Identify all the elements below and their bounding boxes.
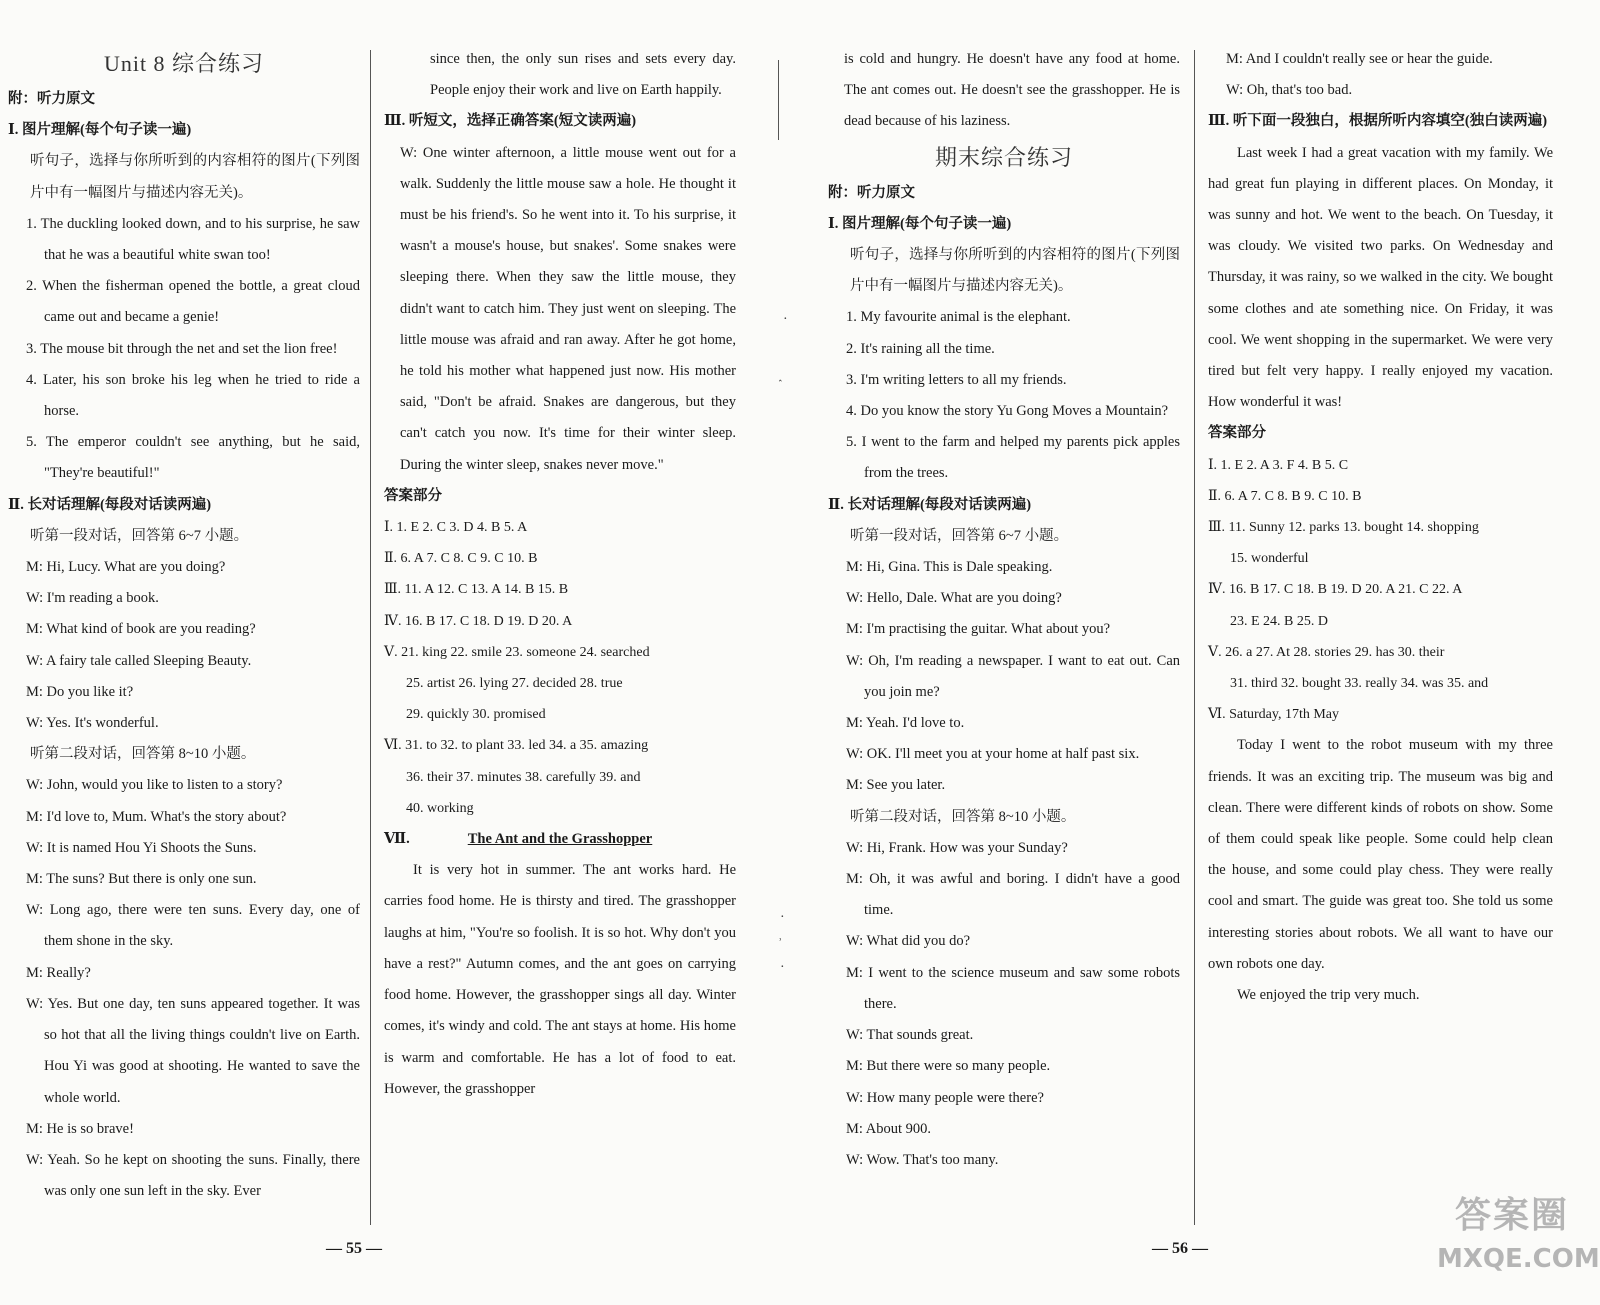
section-2-heading: Ⅱ. 长对话理解(每段对话读两遍) [8, 496, 212, 513]
sentence-item: 1. My favourite animal is the elephant. [846, 309, 1071, 326]
dialog-line: W: Oh, that's too bad. [1226, 82, 1353, 99]
sentence-item: 2. It's raining all the time. [846, 340, 995, 357]
story-text: It is very hot in summer. The ant works hard. He carries food home. He is thirsty and tired. The grasshopper laughs at him, "You're so foolish. It is so hot. Why don't you have a rest?" Autumn comes, and the ant goes on carrying food home. However, the grasshopper sings all day. Winter comes, it's windy and cold. The ant stays at home. His home is warm and comfortable. He has a lot of food to eat. However, the grasshopper [384, 862, 736, 1097]
story-title: The Ant and the Grasshopper [467, 831, 653, 848]
right-page-column-4 [1208, 44, 1553, 1011]
story-continuation: is cold and hungry. He doesn't have any food at home. The ant comes out. He doesn't see the grasshopper. He is dead because of his laziness. [844, 51, 1180, 130]
dialog-line: W: What did you do? [846, 933, 971, 950]
monologue-text: Last week I had a great vacation with my family. We had great fun playing in different places. On Monday, it was sunny and hot. We went to the beach. On Tuesday, it was cloudy. We visited two parks. On Wednesday and Thursday, it was rainy, so we walked in the city. We bought some clothes and ate something nice. On Friday, it was cool. We went shopping in the supermarket. We were very tired but felt very happy. I really enjoyed my vacation. How wonderful it was! [1208, 144, 1553, 411]
print-mark: · [783, 312, 788, 327]
watermark-text: 答案圈 [1454, 1195, 1569, 1236]
dialog-line: M: Do you like it? [26, 683, 134, 700]
print-mark: · [780, 960, 785, 975]
column-divider [370, 50, 371, 1225]
dialog-line: M: And I couldn't really see or hear the guide. [1226, 51, 1493, 67]
dialog-line: W: That sounds great. [846, 1027, 974, 1044]
answer-line: Ⅳ. 16. B 17. C 18. D 19. D 20. A [384, 613, 573, 629]
sentence-item: 5. The emperor couldn't see anything, but he said, "They're beautiful!" [26, 434, 360, 482]
essay-text: Today I went to the robot museum with my three friends. It was an exciting trip. The museum was big and clean. There were different kinds of robots on show. Some of them could speak like people. Some could help clean the house, and some could play chess. They were really cool and smart. The guide was great too. She told us some interesting stories about robots. We all want to have our own robots one day. [1208, 737, 1553, 972]
answers-heading: 答案部分 [384, 487, 442, 504]
answer-line: Ⅵ. 31. to 32. to plant 33. led 34. a 35. amazing [384, 738, 649, 754]
watermark-logo [1437, 1188, 1600, 1288]
unit8-title: Unit 8 综合练习 [103, 51, 265, 76]
dialog-line: M: I'm practising the guitar. What about you? [846, 621, 1111, 638]
page-edge-mark [778, 60, 779, 140]
answer-line: Ⅱ. 6. A 7. C 8. C 9. C 10. B [384, 551, 538, 567]
sentence-item: 4. Later, his son broke his leg when he tried to ride a horse. [26, 371, 360, 420]
section-2-heading: Ⅱ. 长对话理解(每段对话读两遍) [828, 496, 1032, 513]
dialog-line: W: Hello, Dale. What are you doing? [846, 590, 1062, 607]
page-number-right: — 56 — [1152, 1240, 1208, 1257]
dialog-line: W: Hi, Frank. How was your Sunday? [846, 839, 1068, 856]
answer-line: 15. wonderful [1230, 551, 1309, 567]
dialog-line: M: He is so brave! [26, 1120, 134, 1137]
answer-line: Ⅱ. 6. A 7. C 8. B 9. C 10. B [1208, 488, 1362, 504]
dialog-line: W: A fairy tale called Sleeping Beauty. [26, 652, 252, 669]
sentence-item: 2. When the fisherman opened the bottle, a great cloud came out and became a genie! [26, 278, 360, 326]
watermark-url: MXQE.COM [1437, 1244, 1600, 1274]
appendix-label: 附：听力原文 [828, 184, 915, 201]
story-header [384, 824, 736, 855]
dialog-1-intro: 听第一段对话，回答第 6~7 小题。 [850, 527, 1069, 544]
answer-line: Ⅰ. 1. E 2. C 3. D 4. B 5. A [384, 520, 528, 536]
sentence-item: 5. I went to the farm and helped my parents pick apples from the trees. [846, 434, 1180, 482]
dialog-line: M: See you later. [846, 777, 946, 794]
left-page-column-2 [384, 44, 736, 1105]
answer-line: Ⅲ. 11. A 12. C 13. A 14. B 15. B [384, 582, 569, 598]
answer-line: Ⅳ. 16. B 17. C 18. B 19. D 20. A 21. C 22. A [1208, 582, 1463, 598]
dialog-line: W: It is named Hou Yi Shoots the Suns. [26, 839, 257, 856]
final-review-title: 期末综合练习 [934, 144, 1073, 170]
section-1-heading: Ⅰ. 图片理解(每个句子读一遍) [828, 215, 1012, 232]
sentence-item: 3. The mouse bit through the net and set the lion free! [26, 340, 338, 357]
dialog-line: M: Oh, it was awful and boring. I didn't have a good time. [846, 871, 1180, 919]
section-3-heading: Ⅲ. 听下面一段独白，根据所听内容填空(独白读两遍) [1208, 113, 1548, 130]
print-mark: ˰ [778, 368, 783, 383]
dialog-line: W: John, would you like to listen to a story? [26, 777, 283, 794]
section-7-label: Ⅶ. [384, 831, 410, 848]
left-page-column-1 [8, 44, 360, 1207]
dialog-line: M: Really? [26, 964, 91, 981]
dialog-line: M: But there were so many people. [846, 1058, 1051, 1075]
right-page-column-3 [828, 44, 1180, 1176]
dialog-1-intro: 听第一段对话，回答第 6~7 小题。 [30, 527, 249, 544]
dialog-line: W: How many people were there? [846, 1089, 1044, 1106]
column-divider [1194, 50, 1195, 1225]
sentence-item: 4. Do you know the story Yu Gong Moves a Mountain? [846, 403, 1169, 420]
section-3-passage: W: One winter afternoon, a little mouse went out for a walk. Suddenly the little mouse saw a hole. He thought it must be his friend's. So he went into it. To his surprise, it wasn't a mouse's house, but snakes'. Some snakes were sleeping there. When they saw the little mouse, they didn't want to catch him. They just went on sleeping. The little mouse was afraid and ran away. After he got home, he told his mother what happened just now. His mother said, "Don't be afraid. Snakes are dangerous, but they can't catch you now. It's time for their winter sleep. During the winter sleep, snakes never move." [400, 144, 736, 473]
dialog-line: M: What kind of book are you reading? [26, 621, 256, 638]
dialog-line: M: About 900. [846, 1120, 931, 1137]
appendix-label: 附：听力原文 [8, 91, 95, 107]
dialog-line: M: The suns? But there is only one sun. [26, 871, 257, 888]
dialog-line: W: Wow. That's too many. [846, 1151, 999, 1168]
answer-line: Ⅵ. Saturday, 17th May [1208, 707, 1339, 723]
answer-line: 23. E 24. B 25. D [1230, 613, 1328, 629]
dialog-2-intro: 听第二段对话，回答第 8~10 小题。 [30, 746, 256, 763]
print-mark: · [780, 910, 785, 925]
answer-line: 25. artist 26. lying 27. decided 28. true [406, 676, 623, 692]
dialog-line: W: Yeah. So he kept on shooting the suns. Finally, there was only one sun left in the sky. Ever [26, 1151, 360, 1200]
answer-line: 29. quickly 30. promised [406, 707, 546, 723]
answer-line: 36. their 37. minutes 38. carefully 39. and [406, 769, 641, 785]
dialog-line: W: Oh, I'm reading a newspaper. I want to eat out. Can you join me? [846, 652, 1180, 700]
section-1-instructions: 听句子，选择与你所听到的内容相符的图片(下列图片中有一幅图片与描述内容无关)。 [30, 153, 360, 201]
dialog-line: W: Long ago, there were ten suns. Every day, one of them shone in the sky. [26, 902, 360, 950]
dialog-2-intro: 听第二段对话，回答第 8~10 小题。 [850, 808, 1076, 825]
answer-line: Ⅴ. 26. a 27. At 28. stories 29. has 30. their [1208, 644, 1445, 660]
dialog-line: M: Hi, Gina. This is Dale speaking. [846, 559, 1053, 576]
dialog-line: W: I'm reading a book. [26, 590, 159, 607]
sentence-item: 3. I'm writing letters to all my friends. [846, 371, 1067, 388]
answer-line: Ⅲ. 11. Sunny 12. parks 13. bought 14. shopping [1208, 520, 1479, 536]
answers-heading: 答案部分 [1208, 425, 1266, 442]
answer-line: 31. third 32. bought 33. really 34. was 35. and [1230, 676, 1489, 692]
print-mark: ˒ [778, 930, 783, 945]
dialog-line: M: Hi, Lucy. What are you doing? [26, 559, 226, 576]
essay-ending: We enjoyed the trip very much. [1237, 987, 1420, 1004]
dialog-line: W: OK. I'll meet you at your home at half past six. [846, 746, 1140, 763]
dialog-line: M: I'd love to, Mum. What's the story about? [26, 808, 287, 825]
answer-line: 40. working [406, 800, 474, 816]
section-1-instructions: 听句子，选择与你所听到的内容相符的图片(下列图片中有一幅图片与描述内容无关)。 [850, 247, 1180, 295]
dialog-line: W: Yes. But one day, ten suns appeared together. It was so hot that all the living things couldn't live on Earth. Hou Yi was good at shooting. He wanted to save the whole world. [26, 995, 360, 1106]
section-3-heading: Ⅲ. 听短文，选择正确答案(短文读两遍) [384, 113, 637, 130]
answer-line: Ⅴ. 21. king 22. smile 23. someone 24. searched [384, 644, 650, 660]
section-1-heading: Ⅰ. 图片理解(每个句子读一遍) [8, 122, 192, 139]
dialog-continuation: since then, the only sun rises and sets every day. People enjoy their work and live on Earth happily. [430, 51, 736, 99]
answer-line: Ⅰ. 1. E 2. A 3. F 4. B 5. C [1208, 457, 1349, 473]
dialog-line: M: Yeah. I'd love to. [846, 715, 965, 732]
sentence-item: 1. The duckling looked down, and to his surprise, he saw that he was a beautiful white swan too! [26, 215, 360, 264]
dialog-line: W: Yes. It's wonderful. [26, 715, 159, 732]
page-number-left: — 55 — [326, 1240, 382, 1257]
dialog-line: M: I went to the science museum and saw some robots there. [846, 964, 1180, 1012]
